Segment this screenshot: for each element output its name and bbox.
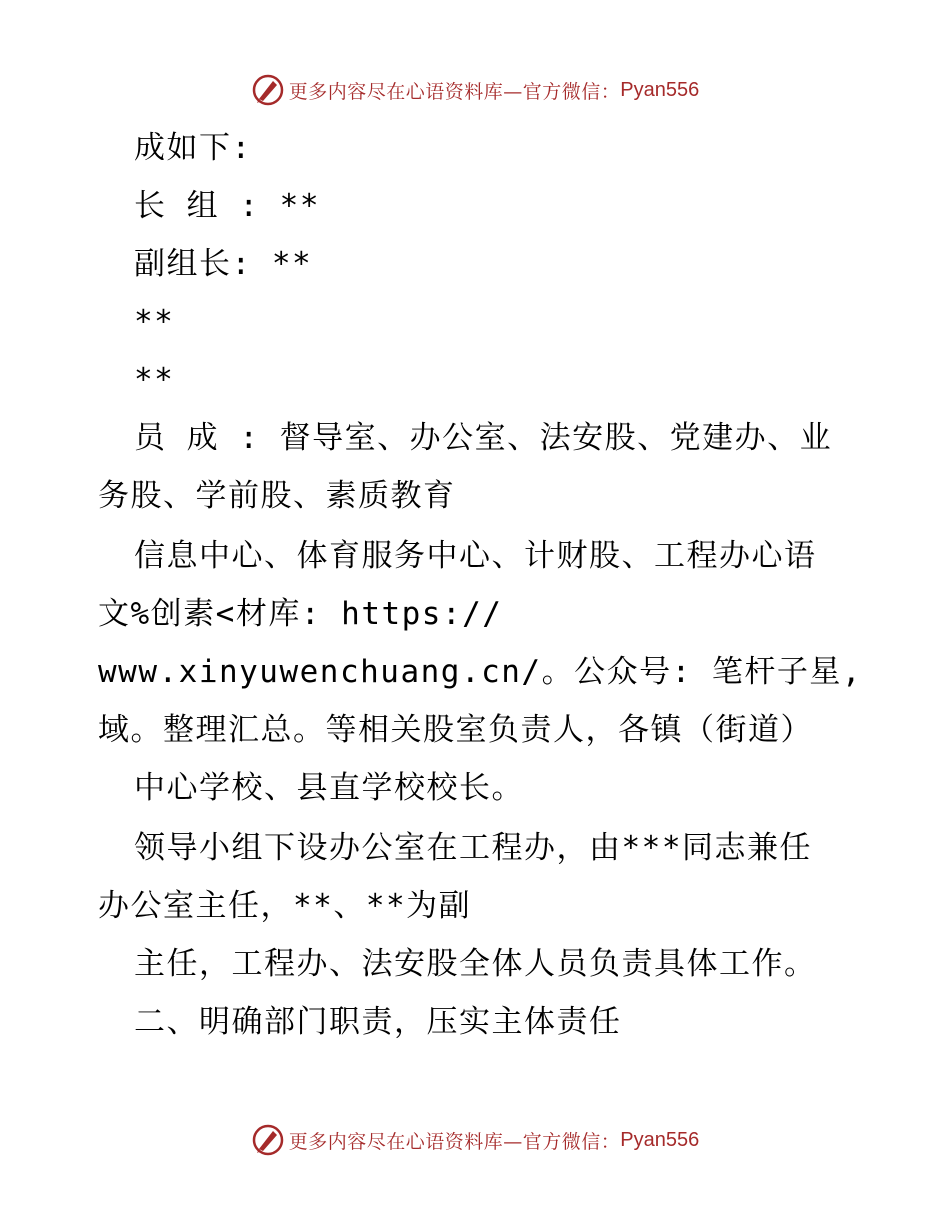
doc-line: 二、明确部门职责，压实主体责任 [134, 1004, 622, 1040]
doc-line: 副组长: ** [134, 246, 313, 282]
watermark-text: 更多内容尽在心语资料库—官方微信： [288, 1130, 621, 1153]
doc-line: 员 成 : 督导室、办公室、法安股、党建办、业 [134, 420, 833, 456]
doc-line: 中心学校、县直学校校长。 [134, 770, 524, 806]
watermark-id: Pyan556 [620, 1128, 700, 1151]
pen-logo-icon [251, 73, 285, 107]
doc-line: 办公室主任，**、**为副 [98, 888, 472, 924]
watermark-text: 更多内容尽在心语资料库—官方微信： [288, 80, 621, 103]
doc-line: ** [134, 304, 175, 340]
header-watermark [0, 70, 950, 110]
doc-line: ** [134, 362, 175, 398]
doc-line: 文%创素<材库: https:// [98, 596, 503, 632]
doc-line: 主任，工程办、法安股全体人员负责具体工作。 [134, 946, 817, 982]
doc-line: 务股、学前股、素质教育 [98, 478, 456, 514]
pen-logo-icon [251, 1123, 285, 1157]
doc-line: www.xinyuwenchuang.cn/。公众号: 笔杆子星, [98, 654, 863, 690]
footer-watermark [0, 1120, 950, 1160]
doc-line: 成如下: [134, 130, 252, 166]
doc-line: 信息中心、体育服务中心、计财股、工程办心语 [134, 538, 817, 574]
doc-line: 域。整理汇总。等相关股室负责人，各镇（街道） [98, 712, 813, 748]
doc-line: 长 组 : ** [134, 188, 320, 224]
doc-line: 领导小组下设办公室在工程办，由***同志兼任 [134, 830, 812, 866]
watermark-id: Pyan556 [620, 78, 700, 101]
